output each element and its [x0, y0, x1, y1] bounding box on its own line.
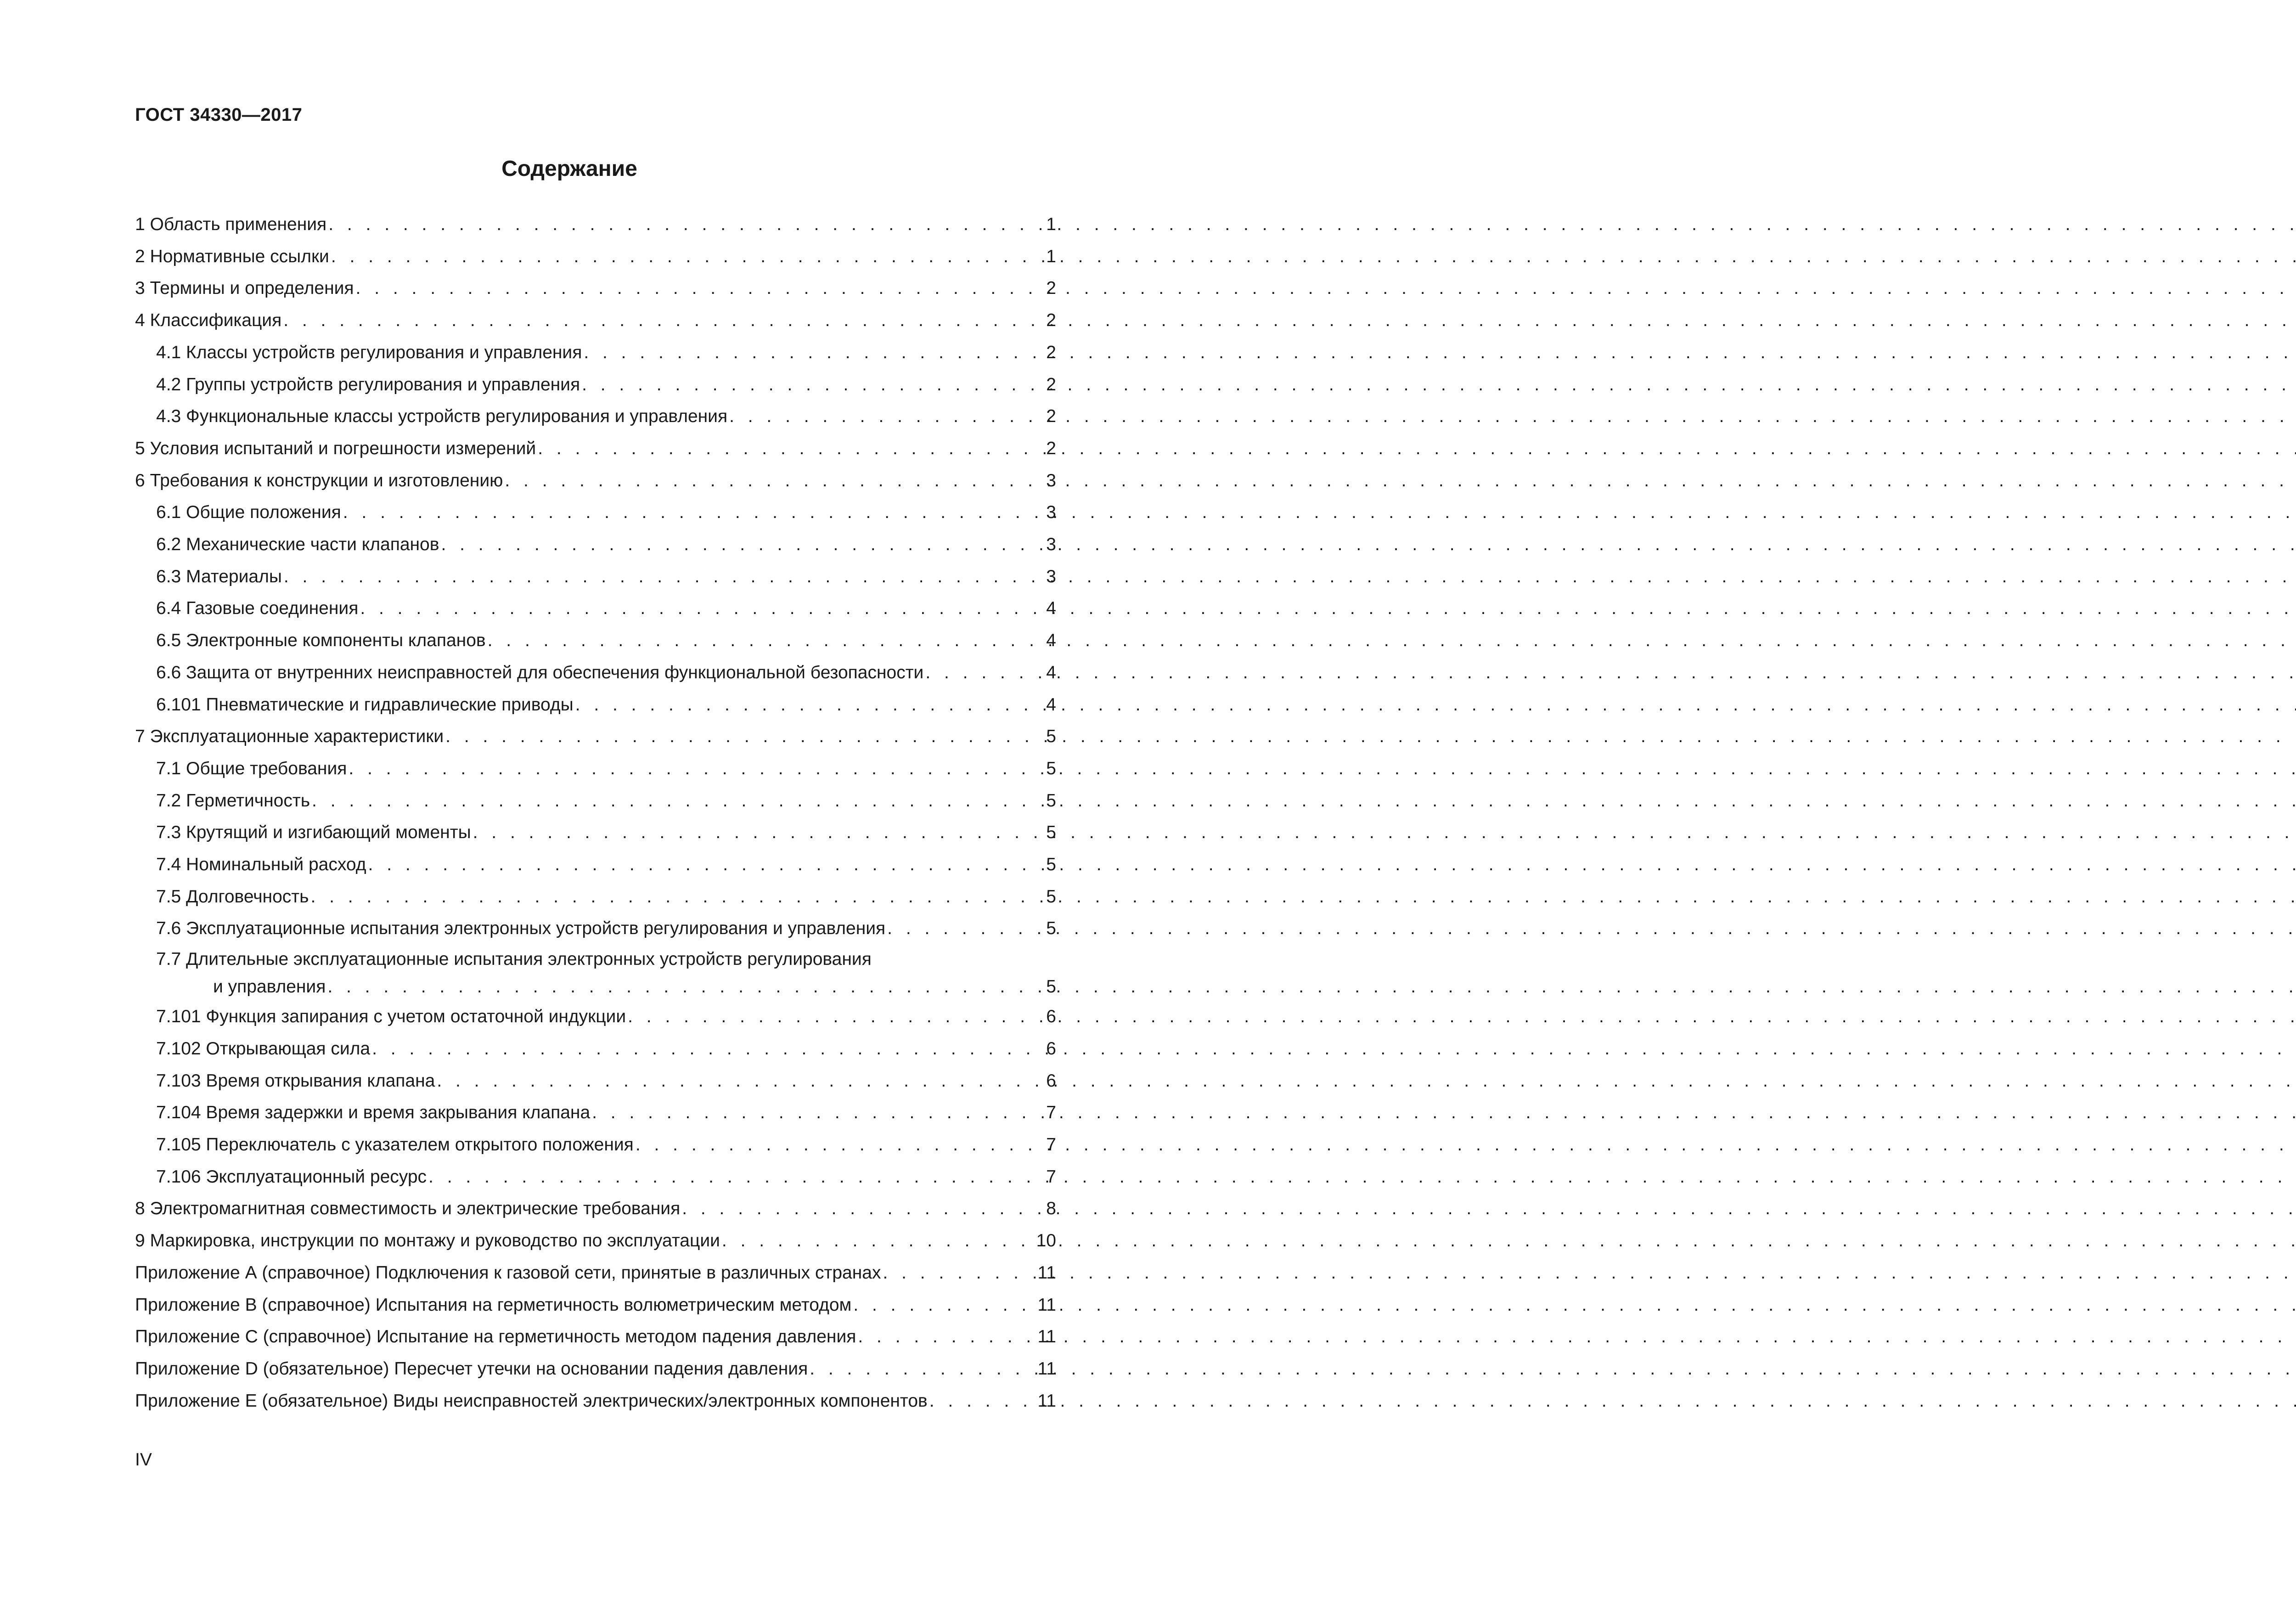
toc-entry[interactable] [135, 1129, 1056, 1161]
dot-leader [310, 881, 1045, 913]
toc-entry-label: 7.105 Переключатель с указателем открытого положения [156, 1134, 634, 1155]
toc-page-number: 5 [1046, 790, 1056, 811]
toc-entry-label: 7.2 Герметичность [156, 790, 310, 811]
toc-page-number: 7 [1046, 1103, 1056, 1123]
toc-page-number: 5 [1046, 918, 1056, 939]
toc-page-number: 11 [1037, 1391, 1056, 1411]
toc-entry[interactable] [135, 208, 1056, 241]
dot-leader [284, 561, 1045, 593]
toc-entry[interactable] [135, 337, 1056, 369]
dot-leader [883, 1257, 1036, 1289]
toc-page-number: 6 [1046, 1007, 1056, 1027]
dot-leader [473, 817, 1046, 849]
toc-page-number: 3 [1046, 502, 1056, 523]
toc-entry[interactable] [135, 529, 1056, 561]
toc-entry[interactable] [135, 689, 1056, 721]
toc-entry-label: 7.102 Открывающая сила [156, 1038, 371, 1059]
toc-entry-label: 7.7 Длительные эксплуатационные испытания электронных устройств регулирования [156, 949, 872, 969]
toc-page-number: 5 [1046, 822, 1056, 843]
toc-entry-label: 2 Нормативные ссылки [135, 246, 329, 266]
toc-entry-label: 7.5 Долговечность [156, 886, 309, 907]
toc-page-number: 5 [1046, 886, 1056, 907]
dot-leader [853, 1289, 1036, 1321]
dot-leader [349, 753, 1045, 785]
toc-page-number: 6 [1046, 1038, 1056, 1059]
dot-leader [575, 689, 1046, 721]
toc-entry-label: Приложение С (справочное) Испытание на герметичность методом падения давления [135, 1327, 856, 1347]
dot-leader [584, 337, 1045, 369]
toc-entry-label: 6.3 Материалы [156, 566, 282, 586]
dot-leader [925, 657, 1045, 689]
toc-entry-label: 8 Электромагнитная совместимость и электрические требования [135, 1199, 681, 1219]
toc-entry[interactable] [135, 913, 1056, 945]
toc-page-number: 11 [1037, 1262, 1056, 1283]
table-of-contents [135, 208, 1056, 1417]
toc-entry[interactable] [135, 1065, 1056, 1097]
toc-page-number: 2 [1046, 374, 1056, 394]
dot-leader [312, 785, 1045, 817]
toc-entry[interactable] [135, 817, 1056, 849]
toc-entry-label: 7 Эксплуатационные характеристики [135, 727, 444, 747]
toc-entry[interactable] [135, 1097, 1056, 1129]
toc-page-number: 8 [1046, 1199, 1056, 1219]
toc-page-number: 2 [1046, 278, 1056, 299]
toc-entry[interactable] [135, 369, 1056, 401]
toc-entry[interactable] [135, 657, 1056, 689]
toc-page-number: 7 [1046, 1166, 1056, 1187]
toc-entry[interactable] [135, 753, 1056, 785]
toc-entry-label: 5 Условия испытаний и погрешности измерений [135, 438, 536, 458]
toc-entry[interactable] [135, 1193, 1056, 1225]
toc-entry-label: Приложение Е (обязательное) Виды неисправностей электрических/электронных компонентов [135, 1391, 928, 1411]
toc-entry-label: Приложение D (обязательное) Пересчет утечки на основании падения давления [135, 1358, 808, 1379]
toc-page-number: 11 [1037, 1327, 1056, 1347]
toc-page-number: 5 [1046, 977, 1056, 997]
toc-entry-label: 1 Область применения [135, 214, 327, 234]
toc-title: Содержание [501, 157, 637, 181]
dot-leader [327, 973, 1045, 1001]
dot-leader [810, 1353, 1036, 1385]
toc-page-number: 3 [1046, 535, 1056, 555]
toc-entry-label: 4.3 Функциональные классы устройств регулирования и управления [156, 406, 728, 427]
dot-leader [722, 1225, 1035, 1257]
toc-page-number: 11 [1037, 1295, 1056, 1315]
toc-entry[interactable] [135, 272, 1056, 304]
toc-entry[interactable] [135, 1033, 1056, 1065]
toc-entry-label: 9 Маркировка, инструкции по монтажу и руководство по эксплуатации [135, 1231, 720, 1251]
toc-entry[interactable] [135, 592, 1056, 625]
toc-entry-label: 7.106 Эксплуатационный ресурс [156, 1166, 427, 1187]
toc-entry[interactable] [135, 1385, 1056, 1417]
dot-leader [441, 529, 1045, 561]
toc-entry[interactable] [135, 881, 1056, 913]
toc-entry[interactable] [135, 785, 1056, 817]
dot-leader [582, 369, 1045, 401]
toc-entry-label: 6 Требования к конструкции и изготовлению [135, 470, 503, 490]
toc-entry-label: 7.6 Эксплуатационные испытания электронных устройств регулирования и управления [156, 918, 886, 939]
toc-entry-label: 3 Термины и определения [135, 278, 354, 299]
dot-leader [343, 496, 1046, 529]
dot-leader [445, 721, 1045, 753]
toc-page-number: 5 [1046, 758, 1056, 778]
toc-entry[interactable] [135, 561, 1056, 593]
toc-entry-label: 7.3 Крутящий и изгибающий моменты [156, 822, 471, 843]
dot-leader [538, 433, 1045, 465]
dot-leader [858, 1321, 1036, 1353]
toc-page-number: 4 [1046, 598, 1056, 619]
dot-leader [682, 1193, 1045, 1225]
toc-entry-label: 6.2 Механические части клапанов [156, 535, 439, 555]
toc-entry[interactable] [135, 945, 1056, 1001]
toc-page-number: 4 [1046, 662, 1056, 682]
toc-entry[interactable] [135, 1225, 1056, 1257]
dot-leader [283, 304, 1045, 337]
toc-page-number: 4 [1046, 694, 1056, 715]
toc-page-number: 2 [1046, 310, 1056, 331]
toc-entry[interactable] [135, 1321, 1056, 1353]
toc-entry[interactable] [135, 1289, 1056, 1321]
toc-entry-label: 6.101 Пневматические и гидравлические приводы [156, 694, 574, 715]
toc-page-number: 6 [1046, 1070, 1056, 1091]
toc-page-number: 5 [1046, 855, 1056, 875]
toc-entry-continuation-line [156, 973, 1056, 1001]
toc-page-number: 1 [1046, 214, 1056, 234]
dot-leader [356, 272, 1046, 304]
toc-entry-label-continuation: и управления [213, 977, 326, 997]
toc-page-number: 3 [1046, 470, 1056, 490]
toc-entry-label: 7.103 Время открывания клапана [156, 1070, 435, 1091]
toc-page-number: 2 [1046, 342, 1056, 362]
toc-entry[interactable] [135, 721, 1056, 753]
toc-entry[interactable] [135, 465, 1056, 497]
toc-entry-label: 6.1 Общие положения [156, 502, 341, 523]
toc-entry-label: 6.6 Защита от внутренних неисправностей для обеспечения функциональной безопасности [156, 662, 924, 682]
toc-page-number: 3 [1046, 566, 1056, 586]
dot-leader [328, 208, 1045, 241]
toc-page-number: 5 [1046, 727, 1056, 747]
dot-leader [628, 1001, 1045, 1033]
page-number: IV [135, 1450, 152, 1470]
toc-entry-label: 7.1 Общие требования [156, 758, 347, 778]
toc-entry-label: 7.101 Функция запирания с учетом остаточной индукции [156, 1007, 626, 1027]
toc-page-number: 10 [1036, 1231, 1056, 1251]
toc-entry[interactable] [135, 1001, 1056, 1033]
toc-entry-label: 4.1 Классы устройств регулирования и управления [156, 342, 582, 362]
toc-entry[interactable] [135, 1161, 1056, 1193]
dot-leader [505, 465, 1045, 497]
dot-leader [372, 1033, 1045, 1065]
toc-entry-label: 4 Классификация [135, 310, 282, 331]
toc-entry[interactable] [135, 304, 1056, 337]
toc-entry-label: Приложение А (справочное) Подключения к газовой сети, принятые в различных странах [135, 1262, 881, 1283]
toc-page-number: 1 [1046, 246, 1056, 266]
dot-leader [636, 1129, 1045, 1161]
dot-leader [488, 625, 1046, 657]
toc-entry-label: 7.104 Время задержки и время закрывания клапана [156, 1103, 591, 1123]
dot-leader [887, 913, 1045, 945]
dot-leader [360, 592, 1045, 625]
toc-entry[interactable] [135, 433, 1056, 465]
toc-entry[interactable] [135, 496, 1056, 529]
toc-entry[interactable] [135, 241, 1056, 273]
toc-entry[interactable] [135, 400, 1056, 433]
toc-page-number: 7 [1046, 1134, 1056, 1155]
toc-entry-label: 7.4 Номинальный расход [156, 855, 366, 875]
dot-leader [428, 1161, 1045, 1193]
dot-leader [592, 1097, 1045, 1129]
toc-entry[interactable] [135, 849, 1056, 881]
toc-page-number: 4 [1046, 631, 1056, 651]
toc-entry-label: 6.4 Газовые соединения [156, 598, 359, 619]
document-standard-number: ГОСТ 34330—2017 [135, 105, 303, 125]
toc-entry[interactable] [135, 625, 1056, 657]
dot-leader [331, 241, 1045, 273]
dot-leader [729, 400, 1045, 433]
toc-entry-label: 6.5 Электронные компоненты клапанов [156, 631, 486, 651]
toc-page-number: 2 [1046, 406, 1056, 427]
toc-entry-label: 4.2 Группы устройств регулирования и управления [156, 374, 580, 394]
dot-leader [929, 1385, 1037, 1417]
dot-leader [368, 849, 1046, 881]
toc-entry-label: Приложение В (справочное) Испытания на герметичность волюметрическим методом [135, 1295, 852, 1315]
toc-page-number: 2 [1046, 438, 1056, 458]
dot-leader [437, 1065, 1045, 1097]
toc-page-number: 11 [1037, 1358, 1056, 1379]
toc-entry[interactable] [135, 1353, 1056, 1385]
toc-entry[interactable] [135, 1257, 1056, 1289]
